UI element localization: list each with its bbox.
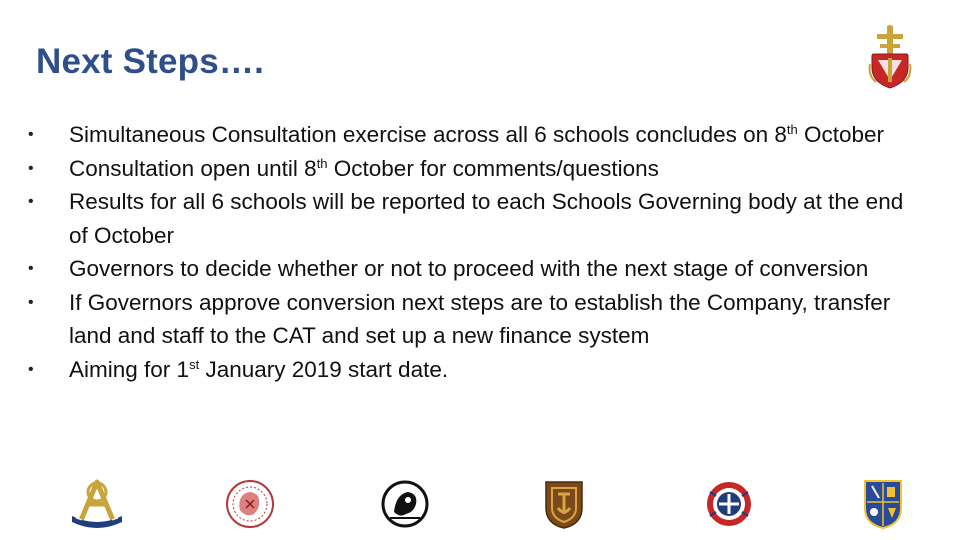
school-emblem-3-logo — [380, 478, 430, 530]
bullet-superscript: th — [316, 155, 328, 171]
bullet-marker: • — [28, 193, 34, 210]
bullet-marker: • — [28, 260, 34, 277]
bullet-text-end: January 2019 start date. — [199, 356, 449, 382]
school-crest-1-logo — [68, 478, 126, 530]
bullet-list — [28, 118, 928, 386]
bullet-superscript: th — [786, 122, 798, 137]
bullet-text: Results for all 6 schools will be reported to each Schools Governing body at the end of October — [69, 189, 904, 248]
slide-title: Next Steps…. — [36, 42, 265, 81]
bullet-item — [28, 152, 928, 186]
bullet-item — [28, 185, 928, 252]
bullet-item — [28, 286, 928, 353]
school-seal-2-logo — [224, 478, 276, 530]
bullet-text: Governors to decide whether or not to proceed with the next stage of conversion — [69, 256, 869, 281]
bullet-marker: • — [28, 293, 34, 311]
school-shield-4-logo — [542, 478, 586, 530]
bullet-text-end: October for comments/questions — [327, 155, 659, 181]
bullet-marker: • — [28, 159, 34, 177]
bullet-marker: • — [28, 360, 34, 378]
school-badge-5-logo — [704, 478, 754, 530]
bullet-superscript: st — [189, 356, 200, 372]
school-shield-6-logo — [862, 478, 904, 530]
bullet-text: Consultation open until 8 — [69, 155, 317, 181]
bullet-text-end: October — [797, 122, 885, 147]
bullet-text: Simultaneous Consultation exercise across all 6 schools concludes on 8 — [69, 122, 787, 147]
bullet-marker: • — [28, 126, 34, 143]
bullet-item — [28, 252, 928, 286]
bullet-text: Aiming for 1 — [69, 356, 190, 382]
bullet-item — [28, 353, 928, 387]
diocese-crest-logo — [868, 24, 912, 90]
school-logos-row — [0, 478, 960, 538]
bullet-item — [28, 118, 928, 152]
bullet-text: If Governors approve conversion next steps are to establish the Company, transfer land and staff to the CAT and set up a new finance system — [69, 289, 891, 348]
